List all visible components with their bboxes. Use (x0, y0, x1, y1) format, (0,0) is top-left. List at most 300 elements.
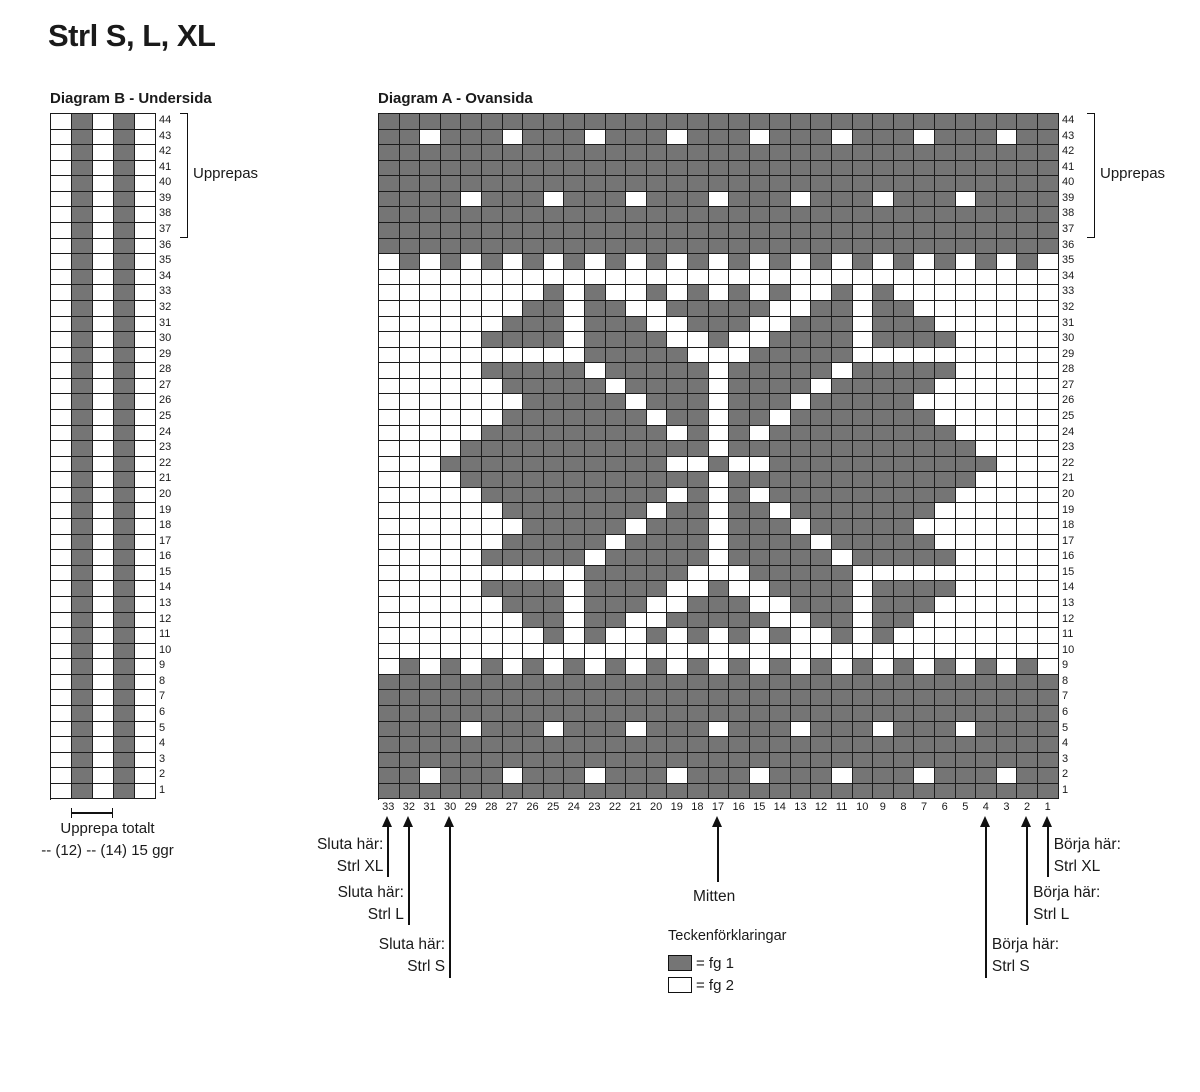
chart-cell (914, 317, 935, 333)
chart-cell (626, 503, 647, 519)
row-number: 20 (159, 487, 172, 500)
chart-cell (832, 581, 853, 597)
chart-cell (114, 332, 135, 348)
chart-cell (503, 239, 524, 255)
chart-cell (935, 176, 956, 192)
chart-cell (585, 519, 606, 535)
chart-cell (564, 753, 585, 769)
chart-cell (770, 659, 791, 675)
chart-cell (606, 550, 627, 566)
chart-cell (935, 145, 956, 161)
chart-cell (461, 613, 482, 629)
chart-cell (544, 519, 565, 535)
chart-cell (379, 737, 400, 753)
chart-cell (791, 161, 812, 177)
chart-cell (956, 628, 977, 644)
chart-cell (956, 254, 977, 270)
chart-cell (935, 503, 956, 519)
chart-cell (72, 285, 93, 301)
diagram-b-title: Diagram B - Undersida (50, 90, 212, 107)
chart-cell (72, 176, 93, 192)
chart-cell (135, 613, 156, 629)
chart-cell (873, 519, 894, 535)
chart-cell (935, 472, 956, 488)
chart-cell (585, 207, 606, 223)
chart-cell (523, 659, 544, 675)
chart-cell (709, 239, 730, 255)
chart-cell (135, 332, 156, 348)
chart-cell (770, 597, 791, 613)
chart-cell (914, 581, 935, 597)
chart-cell (400, 659, 421, 675)
chart-cell (688, 239, 709, 255)
chart-cell (914, 161, 935, 177)
chart-cell (688, 394, 709, 410)
chart-cell (935, 613, 956, 629)
chart-cell (523, 597, 544, 613)
chart-cell (997, 410, 1018, 426)
chart-cell (379, 363, 400, 379)
chart-cell (420, 130, 441, 146)
chart-cell (709, 722, 730, 738)
chart-cell (770, 301, 791, 317)
chart-cell (811, 550, 832, 566)
chart-cell (420, 706, 441, 722)
chart-cell (688, 410, 709, 426)
row-number: 12 (1061, 612, 1075, 625)
column-number: 16 (732, 801, 745, 813)
chart-cell (379, 379, 400, 395)
chart-cell (770, 753, 791, 769)
chart-cell (997, 114, 1018, 130)
chart-cell (51, 223, 72, 239)
chart-cell (503, 348, 524, 364)
chart-cell (93, 706, 114, 722)
chart-cell (709, 363, 730, 379)
chart-cell (914, 768, 935, 784)
chart-cell (976, 722, 997, 738)
chart-cell (626, 737, 647, 753)
chart-cell (135, 441, 156, 457)
chart-cell (564, 519, 585, 535)
chart-cell (420, 410, 441, 426)
column-number: 24 (567, 801, 580, 813)
chart-cell (503, 628, 524, 644)
chart-cell (441, 753, 462, 769)
borja-har-strl-l-arrow-stem (1026, 826, 1028, 925)
chart-cell (709, 628, 730, 644)
chart-cell (811, 628, 832, 644)
chart-cell (51, 363, 72, 379)
chart-cell (503, 535, 524, 551)
chart-cell (482, 348, 503, 364)
chart-cell (956, 690, 977, 706)
chart-cell (626, 457, 647, 473)
chart-cell (709, 207, 730, 223)
chart-cell (811, 379, 832, 395)
chart-cell (564, 628, 585, 644)
row-number: 29 (1061, 347, 1075, 360)
sluta-har-strl-l-arrow-stem (408, 826, 410, 925)
chart-cell (729, 535, 750, 551)
chart-cell (606, 519, 627, 535)
chart-cell (626, 488, 647, 504)
chart-cell (791, 613, 812, 629)
chart-cell (647, 722, 668, 738)
chart-cell (420, 270, 441, 286)
chart-cell (709, 394, 730, 410)
chart-cell (441, 503, 462, 519)
chart-cell (791, 644, 812, 660)
chart-cell (770, 628, 791, 644)
chart-cell (770, 348, 791, 364)
chart-cell (114, 441, 135, 457)
chart-cell (791, 207, 812, 223)
chart-cell (647, 348, 668, 364)
row-number: 15 (1061, 565, 1075, 578)
chart-cell (894, 285, 915, 301)
chart-cell (791, 192, 812, 208)
chart-cell (114, 270, 135, 286)
chart-cell (873, 566, 894, 582)
chart-cell (606, 503, 627, 519)
row-number: 22 (1061, 456, 1075, 469)
chart-cell (114, 254, 135, 270)
chart-cell (585, 301, 606, 317)
chart-cell (626, 379, 647, 395)
chart-cell (114, 114, 135, 130)
chart-cell (873, 768, 894, 784)
chart-cell (811, 753, 832, 769)
chart-cell (93, 566, 114, 582)
legend-fg2-label: = fg 2 (696, 976, 734, 994)
chart-cell (750, 239, 771, 255)
column-number: 8 (900, 801, 907, 813)
chart-cell (482, 285, 503, 301)
chart-cell (667, 597, 688, 613)
chart-cell (791, 581, 812, 597)
chart-cell (914, 426, 935, 442)
chart-cell (688, 285, 709, 301)
chart-cell (51, 441, 72, 457)
chart-cell (832, 410, 853, 426)
chart-cell (997, 317, 1018, 333)
chart-cell (1017, 145, 1038, 161)
chart-cell (935, 426, 956, 442)
chart-cell (564, 130, 585, 146)
chart-cell (420, 223, 441, 239)
chart-cell (770, 192, 791, 208)
chart-cell (503, 207, 524, 223)
chart-cell (379, 628, 400, 644)
row-number: 7 (159, 690, 166, 703)
chart-cell (750, 426, 771, 442)
chart-cell (976, 441, 997, 457)
chart-cell (914, 488, 935, 504)
chart-cell (585, 628, 606, 644)
chart-cell (72, 379, 93, 395)
chart-cell (585, 270, 606, 286)
chart-cell (379, 130, 400, 146)
chart-cell (873, 457, 894, 473)
chart-cell (956, 130, 977, 146)
chart-cell (626, 706, 647, 722)
chart-cell (72, 457, 93, 473)
chart-cell (1038, 223, 1059, 239)
chart-cell (585, 706, 606, 722)
chart-cell (770, 784, 791, 800)
chart-cell (709, 270, 730, 286)
chart-cell (564, 223, 585, 239)
chart-cell (72, 472, 93, 488)
chart-cell (997, 301, 1018, 317)
chart-cell (503, 753, 524, 769)
chart-cell (976, 535, 997, 551)
chart-cell (667, 659, 688, 675)
chart-cell (873, 239, 894, 255)
chart-cell (935, 301, 956, 317)
chart-cell (544, 285, 565, 301)
chart-cell (114, 659, 135, 675)
chart-cell (832, 176, 853, 192)
chart-cell (709, 503, 730, 519)
chart-cell (1038, 457, 1059, 473)
chart-cell (379, 753, 400, 769)
chart-cell (811, 737, 832, 753)
chart-cell (1038, 363, 1059, 379)
chart-cell (114, 737, 135, 753)
chart-cell (914, 379, 935, 395)
chart-cell (564, 317, 585, 333)
chart-cell (51, 457, 72, 473)
chart-cell (873, 535, 894, 551)
chart-cell (93, 254, 114, 270)
chart-cell (544, 597, 565, 613)
chart-cell (688, 784, 709, 800)
chart-cell (853, 722, 874, 738)
chart-cell (420, 114, 441, 130)
chart-cell (400, 145, 421, 161)
chart-cell (709, 644, 730, 660)
chart-cell (93, 675, 114, 691)
chart-cell (400, 550, 421, 566)
chart-cell (379, 317, 400, 333)
chart-cell (51, 753, 72, 769)
chart-cell (770, 503, 791, 519)
chart-cell (544, 130, 565, 146)
chart-cell (709, 457, 730, 473)
chart-cell (1038, 535, 1059, 551)
chart-cell (811, 254, 832, 270)
chart-cell (791, 410, 812, 426)
chart-cell (564, 270, 585, 286)
chart-cell (647, 394, 668, 410)
chart-cell (606, 706, 627, 722)
chart-cell (523, 581, 544, 597)
chart-cell (626, 722, 647, 738)
chart-cell (914, 519, 935, 535)
chart-cell (647, 644, 668, 660)
column-number: 33 (382, 801, 395, 813)
chart-cell (51, 114, 72, 130)
chart-cell (709, 535, 730, 551)
chart-cell (997, 207, 1018, 223)
chart-cell (997, 161, 1018, 177)
chart-cell (544, 176, 565, 192)
row-number: 5 (159, 721, 166, 734)
chart-cell (956, 581, 977, 597)
chart-cell (750, 472, 771, 488)
chart-cell (626, 317, 647, 333)
chart-cell (873, 410, 894, 426)
chart-cell (523, 239, 544, 255)
row-number: 20 (1061, 487, 1075, 500)
chart-cell (811, 394, 832, 410)
chart-cell (811, 285, 832, 301)
row-number: 19 (159, 503, 172, 516)
chart-cell (667, 301, 688, 317)
chart-cell (461, 519, 482, 535)
chart-cell (51, 317, 72, 333)
chart-cell (956, 285, 977, 301)
chart-cell (667, 192, 688, 208)
row-number: 32 (1061, 300, 1075, 313)
column-number: 19 (670, 801, 683, 813)
chart-cell (853, 410, 874, 426)
row-number: 21 (1061, 472, 1075, 485)
chart-cell (461, 581, 482, 597)
chart-cell (811, 457, 832, 473)
chart-cell (544, 239, 565, 255)
chart-cell (1038, 192, 1059, 208)
chart-cell (1038, 332, 1059, 348)
chart-cell (441, 535, 462, 551)
chart-cell (997, 192, 1018, 208)
column-number: 2 (1024, 801, 1031, 813)
chart-cell (523, 472, 544, 488)
chart-cell (770, 535, 791, 551)
chart-cell (976, 114, 997, 130)
chart-cell (420, 753, 441, 769)
chart-cell (441, 644, 462, 660)
chart-cell (606, 768, 627, 784)
chart-cell (1017, 426, 1038, 442)
chart-cell (420, 503, 441, 519)
chart-cell (441, 348, 462, 364)
chart-cell (853, 519, 874, 535)
chart-cell (709, 737, 730, 753)
chart-cell (523, 317, 544, 333)
chart-cell (914, 394, 935, 410)
chart-cell (997, 348, 1018, 364)
chart-cell (750, 410, 771, 426)
chart-cell (770, 145, 791, 161)
chart-cell (853, 176, 874, 192)
chart-cell (729, 784, 750, 800)
chart-cell (853, 581, 874, 597)
chart-cell (811, 410, 832, 426)
chart-cell (441, 223, 462, 239)
chart-cell (72, 317, 93, 333)
chart-cell (688, 519, 709, 535)
chart-cell (791, 363, 812, 379)
column-number: 3 (1003, 801, 1010, 813)
chart-cell (667, 441, 688, 457)
chart-cell (729, 675, 750, 691)
chart-cell (461, 317, 482, 333)
chart-cell (935, 379, 956, 395)
chart-cell (400, 753, 421, 769)
chart-cell (935, 457, 956, 473)
chart-cell (667, 613, 688, 629)
legend (668, 928, 786, 996)
chart-cell (750, 519, 771, 535)
chart-cell (461, 550, 482, 566)
chart-cell (482, 519, 503, 535)
chart-cell (709, 301, 730, 317)
chart-cell (853, 270, 874, 286)
chart-cell (709, 784, 730, 800)
chart-cell (72, 613, 93, 629)
row-number: 6 (1061, 706, 1069, 719)
chart-cell (647, 613, 668, 629)
chart-cell (667, 550, 688, 566)
column-number: 14 (773, 801, 786, 813)
chart-cell (114, 690, 135, 706)
chart-cell (976, 581, 997, 597)
chart-cell (1038, 581, 1059, 597)
chart-cell (709, 472, 730, 488)
chart-cell (811, 161, 832, 177)
chart-cell (914, 130, 935, 146)
chart-cell (770, 317, 791, 333)
chart-cell (379, 254, 400, 270)
chart-cell (997, 644, 1018, 660)
chart-cell (791, 768, 812, 784)
chart-cell (564, 161, 585, 177)
chart-cell (894, 784, 915, 800)
chart-cell (544, 706, 565, 722)
chart-cell (564, 192, 585, 208)
row-number: 9 (1061, 659, 1069, 672)
chart-cell (72, 706, 93, 722)
chart-cell (420, 192, 441, 208)
chart-cell (606, 254, 627, 270)
chart-cell (935, 114, 956, 130)
column-number: 4 (982, 801, 989, 813)
chart-cell (114, 207, 135, 223)
chart-cell (482, 768, 503, 784)
chart-cell (564, 348, 585, 364)
row-number: 9 (159, 659, 166, 672)
column-number: 31 (423, 801, 436, 813)
chart-cell (1038, 613, 1059, 629)
chart-cell (93, 488, 114, 504)
chart-cell (1017, 613, 1038, 629)
row-number: 42 (1061, 145, 1075, 158)
chart-cell (853, 254, 874, 270)
chart-cell (379, 488, 400, 504)
chart-cell (379, 145, 400, 161)
chart-cell (770, 550, 791, 566)
chart-cell (135, 784, 156, 800)
chart-cell (647, 145, 668, 161)
chart-cell (873, 613, 894, 629)
chart-cell (564, 644, 585, 660)
chart-cell (729, 410, 750, 426)
chart-cell (420, 566, 441, 582)
chart-cell (976, 644, 997, 660)
